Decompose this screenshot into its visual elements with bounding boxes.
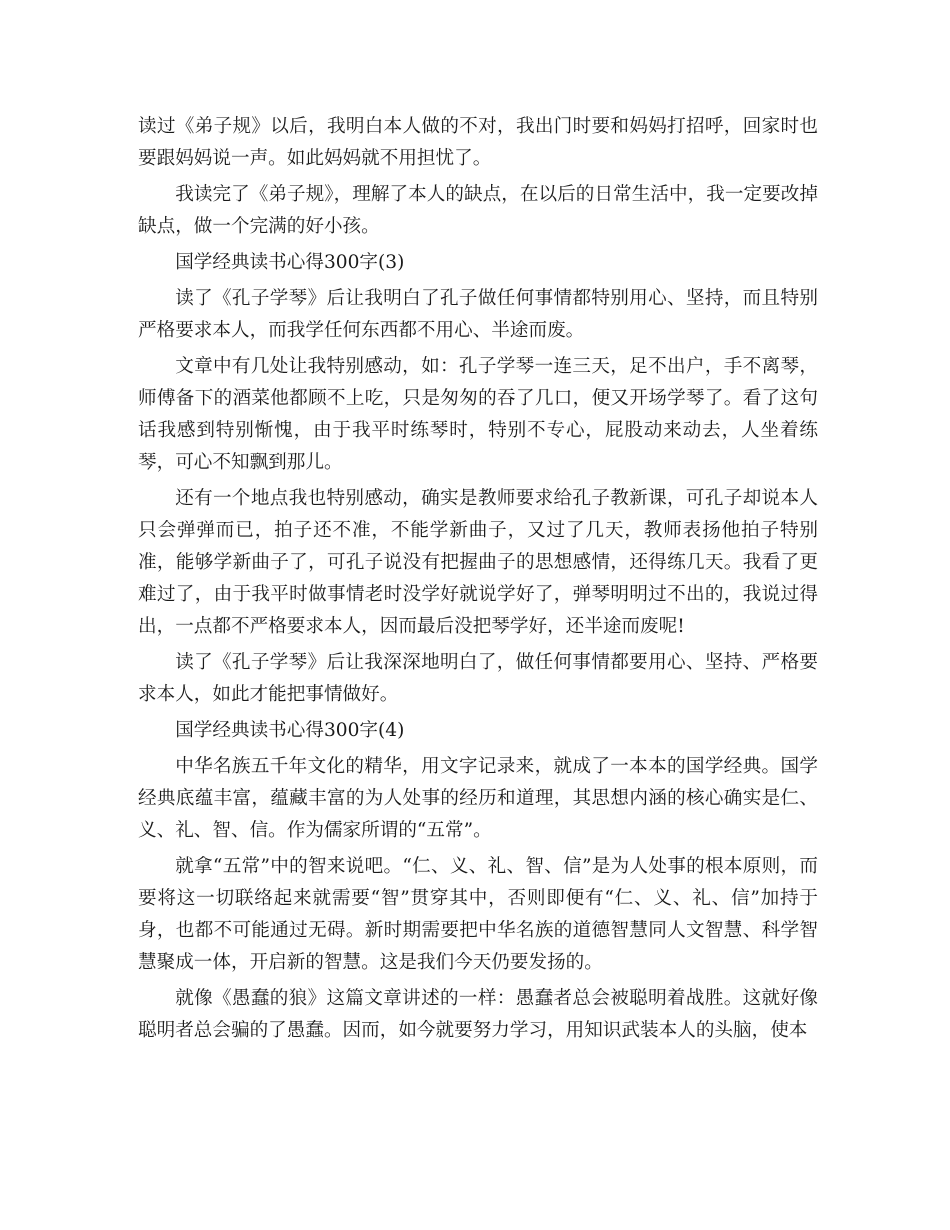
paragraph: 就拿“五常”中的智来说吧。“仁、义、礼、智、信”是为人处事的根本原则，而要将这一切联络起来就需要“智”贯穿其中，否则即便有“仁、义、礼、信”加持于身，也都不可能通过无碍。新时期需要把中华名族的道德智慧同人文智慧、科学智慧聚成一体，开启新的智慧。这是我们今天仍要发扬的。 [138,856,818,973]
paragraph: 读了《孔子学琴》后让我深深地明白了，做任何事情都要用心、坚持、严格要求本人，如此才能把事情做好。 [138,652,818,705]
section-heading: 国学经典读书心得300字(3) [175,252,405,273]
paragraph: 就像《愚蠢的狼》这篇文章讲述的一样：愚蠢者总会被聪明着战胜。这就好像聪明者总会骗的了愚蠢。因而，如今就要努力学习，用知识武装本人的头脑，使本 [138,988,818,1041]
paragraph: 还有一个地点我也特别感动，确实是教师要求给孔子教新课，可孔子却说本人只会弹弹而已，拍子还不准，不能学新曲子，又过了几天，教师表扬他拍子特别准，能够学新曲子了，可孔子说没有把握曲子的思想感情，还得练几天。我看了更难过了，由于我平时做事情老时没学好就说学好了，弹琴明明过不出的，我说过得出，一点都不严格要求本人，因而最后没把琴学好，还半途而废呢! [138,488,818,637]
paragraph: 读了《孔子学琴》后让我明白了孔子做任何事情都特别用心、坚持，而且特别严格要求本人，而我学任何东西都不用心、半途而废。 [138,288,818,341]
paragraph: 读过《弟子规》以后，我明白本人做的不对，我出门时要和妈妈打招呼，回家时也要跟妈妈说一声。如此妈妈就不用担忧了。 [138,116,818,169]
section-heading: 国学经典读书心得300字(4) [175,720,405,741]
paragraph: 文章中有几处让我特别感动，如：孔子学琴一连三天，足不出户，手不离琴，师傅备下的酒菜他都顾不上吃，只是匆匆的吞了几口，便又开场学琴了。看了这句话我感到特别惭愧，由于我平时练琴时，特别不专心，屁股动来动去，人坐着练琴，可心不知飘到那儿。 [138,356,818,473]
paragraph: 我读完了《弟子规》，理解了本人的缺点，在以后的日常生活中，我一定要改掉缺点，做一个完满的好小孩。 [138,184,818,237]
document-page [138,111,818,1051]
paragraph: 中华名族五千年文化的精华，用文字记录来，就成了一本本的国学经典。国学经典底蕴丰富，蕴藏丰富的为人处事的经历和道理，其思想内涵的核心确实是仁、义、礼、智、信。作为儒家所谓的“五常”。 [138,756,818,841]
